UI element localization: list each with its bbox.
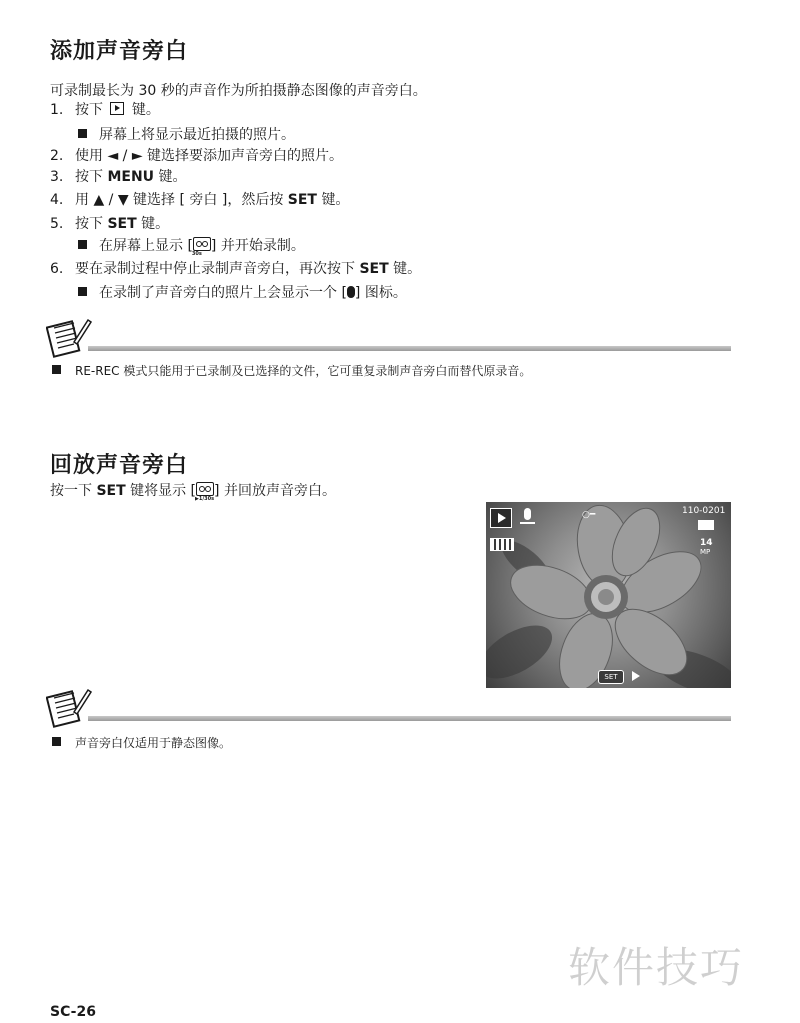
section-title-playback: 回放声音旁白 [50,453,189,478]
memory-card-icon [698,520,714,530]
voice-playback-icon: ▶1/30s [196,482,214,496]
step-2: 2. 使用 ◄ / ► 键选择要添加声音旁白的照片。 [50,148,344,164]
protect-key-icon: ○━ [582,510,596,520]
resolution-value: 14 [700,538,713,548]
microphone-icon [347,286,355,298]
note-divider [88,716,731,721]
step-4: 4. 用 ▲ / ▼ 键选择 [ 旁白 ]，然后按 SET 键。 [50,192,350,208]
file-number: 110-0201 [682,506,726,516]
resolution-unit: MP [700,548,711,556]
step-6-sub: 在录制了声音旁白的照片上会显示一个 [ ] 图标。 [78,282,407,302]
camera-screen-photo [486,502,731,688]
step-1: 1. 按下 键。 [50,102,160,118]
step-5: 5. 按下 SET 键。 [50,216,170,232]
playback-text: 按一下 SET 键将显示 [ ▶1/30s ] 并回放声音旁白。 [50,483,336,502]
note-icon [46,316,92,358]
playback-mode-icon [490,508,512,528]
watermark: 软件技巧 [568,943,745,992]
note-icon [46,686,92,728]
flower-image [486,502,731,688]
set-button-indicator: SET [598,670,624,684]
step-3: 3. 按下 MENU 键。 [50,169,187,185]
step-6: 6. 要在录制过程中停止录制声音旁白，再次按下 SET 键。 [50,261,422,277]
step-5-sub: 在屏幕上显示 [ 30s ] 并开始录制。 [78,235,305,255]
intro-text: 可录制最长为 30 秒的声音作为所拍摄静态图像的声音旁白。 [50,83,427,99]
page-number: SC-26 [50,1004,96,1020]
play-key-icon [110,102,124,115]
step-1-sub: 屏幕上将显示最近拍摄的照片。 [78,124,295,144]
play-arrow-icon [632,671,640,681]
note-1: RE-REC 模式只能用于已录制及已选择的文件，它可重复录制声音旁白而替代原录音。 [52,362,531,379]
voice-record-icon: 30s [193,237,211,251]
battery-icon [490,538,514,551]
mic-stand [520,522,535,524]
microphone-icon [524,508,531,520]
note-2: 声音旁白仅适用于静态图像。 [52,734,231,751]
note-divider [88,346,731,351]
section-title-add-voice: 添加声音旁白 [50,39,189,64]
